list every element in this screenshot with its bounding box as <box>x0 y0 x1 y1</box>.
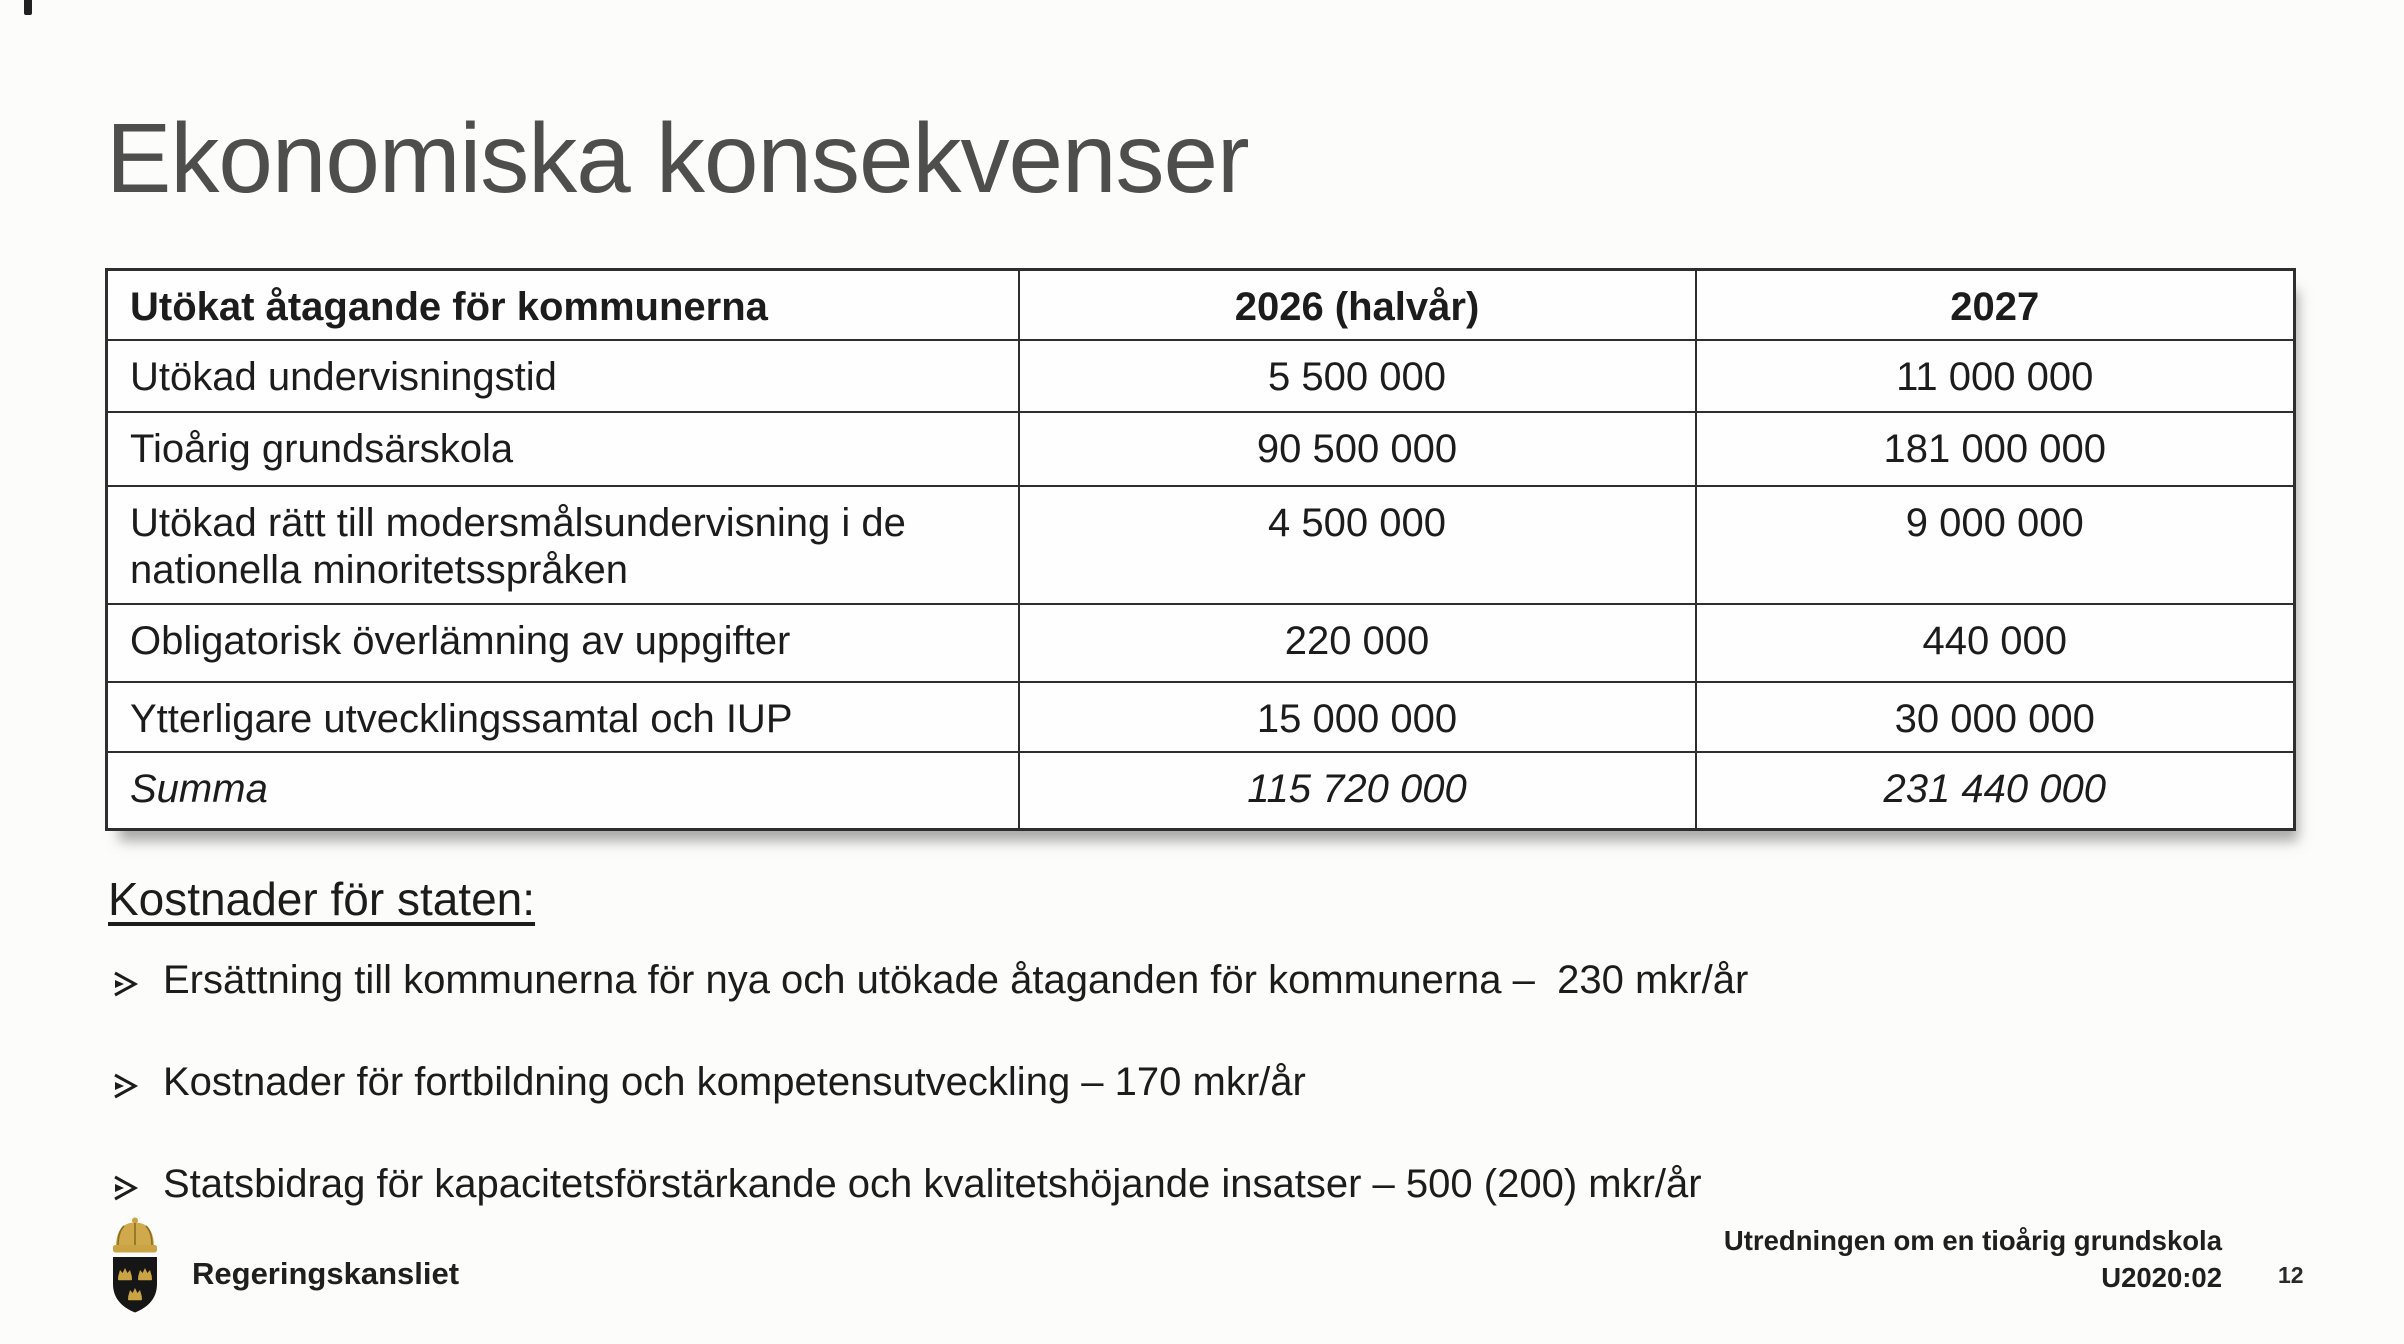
footer-brand <box>104 1216 459 1321</box>
bullet-text: Kostnader för fortbildning och kompetensutveckling – 170 mkr/år <box>163 1060 1306 1104</box>
row-label: Obligatorisk överlämning av uppgifter <box>107 604 1019 682</box>
regeringskansliet-coat-of-arms-icon <box>104 1216 166 1321</box>
table-header-row <box>107 270 2295 341</box>
row-value-2027: 440 000 <box>1696 604 2295 682</box>
row-value-2026: 4 500 000 <box>1019 486 1696 603</box>
source-line-1: Utredningen om en tioårig grundskola <box>1723 1225 2222 1256</box>
row-label: Utökad rätt till modersmålsundervisning i de nationella minoritetsspråken <box>107 486 1019 603</box>
row-value-2027: 181 000 000 <box>1696 412 2295 486</box>
cost-table <box>105 268 2296 831</box>
row-label: Ytterligare utvecklingssamtal och IUP <box>107 682 1019 752</box>
bullet-text: Statsbidrag för kapacitetsförstärkande och kvalitetshöjande insatser – 500 (200) mkr/år <box>163 1162 1702 1206</box>
row-label: Tioårig grundsärskola <box>107 412 1019 486</box>
row-value-2027: 9 000 000 <box>1696 486 2295 603</box>
bullet-list <box>108 956 2308 1215</box>
org-name: Regeringskansliet <box>192 1255 460 1291</box>
row-value-2026: 5 500 000 <box>1019 340 1696 412</box>
arrowhead-right-icon <box>112 1065 139 1113</box>
video-edge-artifact <box>24 0 32 15</box>
row-value-2027: 30 000 000 <box>1696 682 2295 752</box>
table-header-commitment: Utökat åtagande för kommunerna <box>107 270 1019 341</box>
arrowhead-right-icon <box>112 1167 139 1215</box>
table-header-2026: 2026 (halvår) <box>1019 270 1696 341</box>
section-heading: Kostnader för staten: <box>108 873 536 925</box>
table-row <box>107 682 2295 752</box>
list-item <box>112 956 2308 1011</box>
summary-value-2027: 231 440 000 <box>1696 752 2295 830</box>
summary-value-2026: 115 720 000 <box>1019 752 1696 830</box>
summary-label: Summa <box>107 752 1019 830</box>
source-line-2: U2020:02 <box>2101 1262 2222 1293</box>
list-item <box>112 1160 2308 1215</box>
table-summary-row <box>107 752 2295 830</box>
table-row <box>107 412 2295 486</box>
table-header-2027: 2027 <box>1696 270 2295 341</box>
page-number: 12 <box>2278 1262 2304 1288</box>
table-row <box>107 486 2295 603</box>
footer-source <box>1724 1222 2222 1296</box>
row-value-2026: 220 000 <box>1019 604 1696 682</box>
table-row <box>107 604 2295 682</box>
row-value-2027: 11 000 000 <box>1696 340 2295 412</box>
state-costs-section <box>108 872 2308 1262</box>
list-item <box>112 1058 2308 1113</box>
slide-title: Ekonomiska konsekvenser <box>106 102 1249 213</box>
table-row <box>107 340 2295 412</box>
row-value-2026: 15 000 000 <box>1019 682 1696 752</box>
arrowhead-right-icon <box>112 963 139 1011</box>
row-value-2026: 90 500 000 <box>1019 412 1696 486</box>
bullet-text: Ersättning till kommunerna för nya och utökade åtaganden för kommunerna – 230 mkr/år <box>163 958 1749 1002</box>
row-label: Utökad undervisningstid <box>107 340 1019 412</box>
